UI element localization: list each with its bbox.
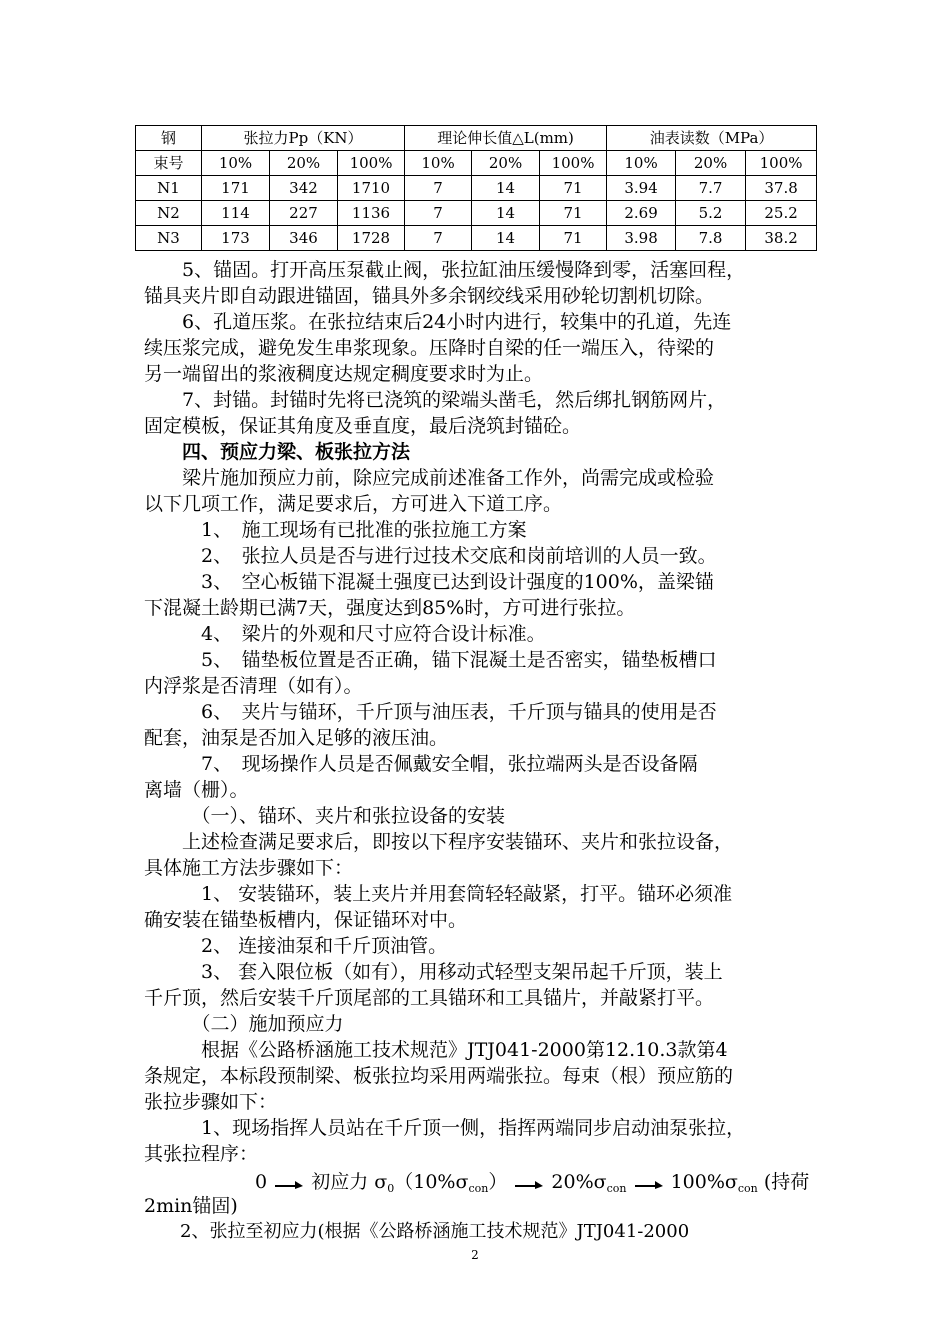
body-text-line: 上述检查满足要求后，即按以下程序安装锚环、夹片和张拉设备，: [144, 831, 734, 853]
list-item: 3、 套入限位板（如有），用移动式轻型支架吊起千斤顶，装上: [144, 961, 723, 983]
arrow-right-icon: [275, 1177, 303, 1189]
subsection-heading: （二）施加预应力: [144, 1013, 344, 1035]
body-text-line: 锚具夹片即自动跟进锚固，锚具外多余钢绞线采用砂轮切割机切除。: [144, 285, 715, 307]
table-cell: 25.2: [746, 201, 817, 226]
subsection-heading: （一）、锚环、夹片和张拉设备的安装: [144, 805, 506, 827]
body-text-line: 确安装在锚垫板槽内，保证锚环对中。: [144, 909, 468, 931]
table-cell: 346: [270, 226, 338, 251]
table-cell: N3: [136, 226, 202, 251]
formula-subscript: con: [468, 1182, 489, 1195]
body-text-line: 另一端留出的浆液稠度达规定稠度要求时为止。: [144, 363, 544, 385]
table-header-cell: 钢: [136, 126, 202, 151]
list-item: 4、 梁片的外观和尺寸应符合设计标准。: [144, 623, 546, 645]
table-header-cell: 10%: [202, 151, 270, 176]
table-header-cell: 20%: [472, 151, 540, 176]
formula-term: σ: [374, 1171, 388, 1193]
table-cell: N1: [136, 176, 202, 201]
table-row: [136, 176, 817, 201]
body-text-line: 梁片施加预应力前，除应完成前述准备工作外，尚需完成或检验: [144, 467, 715, 489]
body-text-line: 条规定，本标段预制梁、板张拉均采用两端张拉。每束（根）预应筋的: [144, 1065, 734, 1087]
formula-term: （10%σ: [394, 1171, 469, 1193]
list-item: 2、 连接油泵和千斤顶油管。: [144, 935, 448, 957]
table-cell: 7: [405, 226, 472, 251]
table-header-cell: 100%: [746, 151, 817, 176]
body-text-line: 根据《公路桥涵施工技术规范》JTJ041-2000第12.10.3款第4: [144, 1039, 728, 1061]
body-text-line: 张拉步骤如下：: [144, 1091, 278, 1113]
tensioning-sequence-formula: [255, 1167, 809, 1195]
table-header-row: [136, 126, 817, 151]
section-heading: 四、预应力梁、板张拉方法: [144, 441, 411, 463]
table-cell: 171: [202, 176, 270, 201]
formula-subscript: 0: [387, 1182, 395, 1195]
table-cell: N2: [136, 201, 202, 226]
table-cell: 3.94: [607, 176, 676, 201]
body-text-line: 千斤顶，然后安装千斤顶尾部的工具锚环和工具锚片，并敲紧打平。: [144, 987, 715, 1009]
table-cell: 227: [270, 201, 338, 226]
table-header-cell: 油表读数（MPa）: [607, 126, 817, 151]
table-cell: 14: [472, 201, 540, 226]
body-text-line: 6、孔道压浆。在张拉结束后24小时内进行，较集中的孔道，先连: [144, 311, 732, 333]
table-cell: 114: [202, 201, 270, 226]
body-text-line: 5、锚固。打开高压泵截止阀，张拉缸油压缓慢降到零，活塞回程，: [144, 259, 746, 281]
body-text-line: 2、张拉至初应力(根据《公路桥涵施工技术规范》JTJ041-2000: [144, 1221, 690, 1242]
table-cell: 14: [472, 226, 540, 251]
formula-term: 初应力: [311, 1171, 369, 1193]
table-header-cell: 20%: [270, 151, 338, 176]
table-header-cell: 10%: [607, 151, 676, 176]
table-cell: 38.2: [746, 226, 817, 251]
table-header-cell: 100%: [540, 151, 607, 176]
table-cell: 71: [540, 226, 607, 251]
tension-parameters-table: [135, 125, 817, 251]
body-text-line: 7、封锚。封锚时先将已浇筑的梁端头凿毛，然后绑扎钢筋网片，: [144, 389, 727, 411]
formula-term: 100%σ: [670, 1171, 738, 1193]
table-cell: 173: [202, 226, 270, 251]
table-cell: 1728: [338, 226, 405, 251]
body-text-line: 续压浆完成，避免发生串浆现象。压降时自梁的任一端压入，待梁的: [144, 337, 715, 359]
list-item: 1、 施工现场有已批准的张拉施工方案: [144, 519, 527, 541]
table-row: [136, 226, 817, 251]
body-text-line: 以下几项工作，满足要求后，方可进入下道工序。: [144, 493, 563, 515]
body-text-line: 其张拉程序：: [144, 1143, 259, 1165]
table-cell: 5.2: [676, 201, 746, 226]
body-text-line: 下混凝土龄期已满7天，强度达到85%时，方可进行张拉。: [144, 597, 636, 619]
list-item: 1、 安装锚环，装上夹片并用套筒轻轻敲紧，打平。锚环必须准: [144, 883, 733, 905]
table-cell: 7: [405, 201, 472, 226]
body-text-line: 离墙（栅）。: [144, 779, 249, 801]
table-cell: 342: [270, 176, 338, 201]
table-cell: 7: [405, 176, 472, 201]
table-header-cell: 束号: [136, 151, 202, 176]
body-text-line: 固定模板，保证其角度及垂直度，最后浇筑封锚砼。: [144, 415, 582, 437]
table-cell: 2.69: [607, 201, 676, 226]
table-cell: 7.8: [676, 226, 746, 251]
table-row: [136, 201, 817, 226]
body-text-line: 内浮浆是否清理（如有）。: [144, 675, 363, 697]
list-item: 2、 张拉人员是否与进行过技术交底和岗前培训的人员一致。: [144, 545, 717, 567]
list-item: 3、 空心板锚下混凝土强度已达到设计强度的100%，盖梁锚: [144, 571, 714, 593]
list-item: 1、现场指挥人员站在千斤顶一侧，指挥两端同步启动油泵张拉，: [144, 1117, 746, 1139]
formula-term: 20%σ: [551, 1171, 607, 1193]
table-cell: 71: [540, 176, 607, 201]
arrow-right-icon: [635, 1177, 663, 1189]
page-number: 2: [471, 1248, 479, 1262]
table-header-cell: 20%: [676, 151, 746, 176]
formula-term: 0: [255, 1171, 268, 1193]
body-text-line: 具体施工方法步骤如下：: [144, 857, 354, 879]
table-cell: 14: [472, 176, 540, 201]
table-cell: 7.7: [676, 176, 746, 201]
table-header-cell: 理论伸长值△L(mm): [405, 126, 607, 151]
formula-term: ）: [488, 1171, 508, 1193]
table-header-cell: 100%: [338, 151, 405, 176]
formula-subscript: con: [737, 1182, 758, 1195]
table-header-row: [136, 151, 817, 176]
table-cell: 37.8: [746, 176, 817, 201]
table-header-cell: 张拉力Pp（KN）: [202, 126, 405, 151]
formula-subscript: con: [606, 1182, 627, 1195]
table-cell: 71: [540, 201, 607, 226]
list-item: 5、 锚垫板位置是否正确，锚下混凝土是否密实，锚垫板槽口: [144, 649, 717, 671]
table-cell: 1710: [338, 176, 405, 201]
table-cell: 3.98: [607, 226, 676, 251]
list-item: 7、 现场操作人员是否佩戴安全帽，张拉端两头是否设备隔: [144, 753, 698, 775]
list-item: 6、 夹片与锚环，千斤顶与油压表，千斤顶与锚具的使用是否: [144, 701, 717, 723]
table-cell: 1136: [338, 201, 405, 226]
body-text-line: 2min锚固): [144, 1195, 238, 1217]
table-header-cell: 10%: [405, 151, 472, 176]
arrow-right-icon: [515, 1177, 543, 1189]
body-text-line: 配套，油泵是否加入足够的液压油。: [144, 727, 449, 749]
formula-term: (持荷: [763, 1171, 810, 1193]
